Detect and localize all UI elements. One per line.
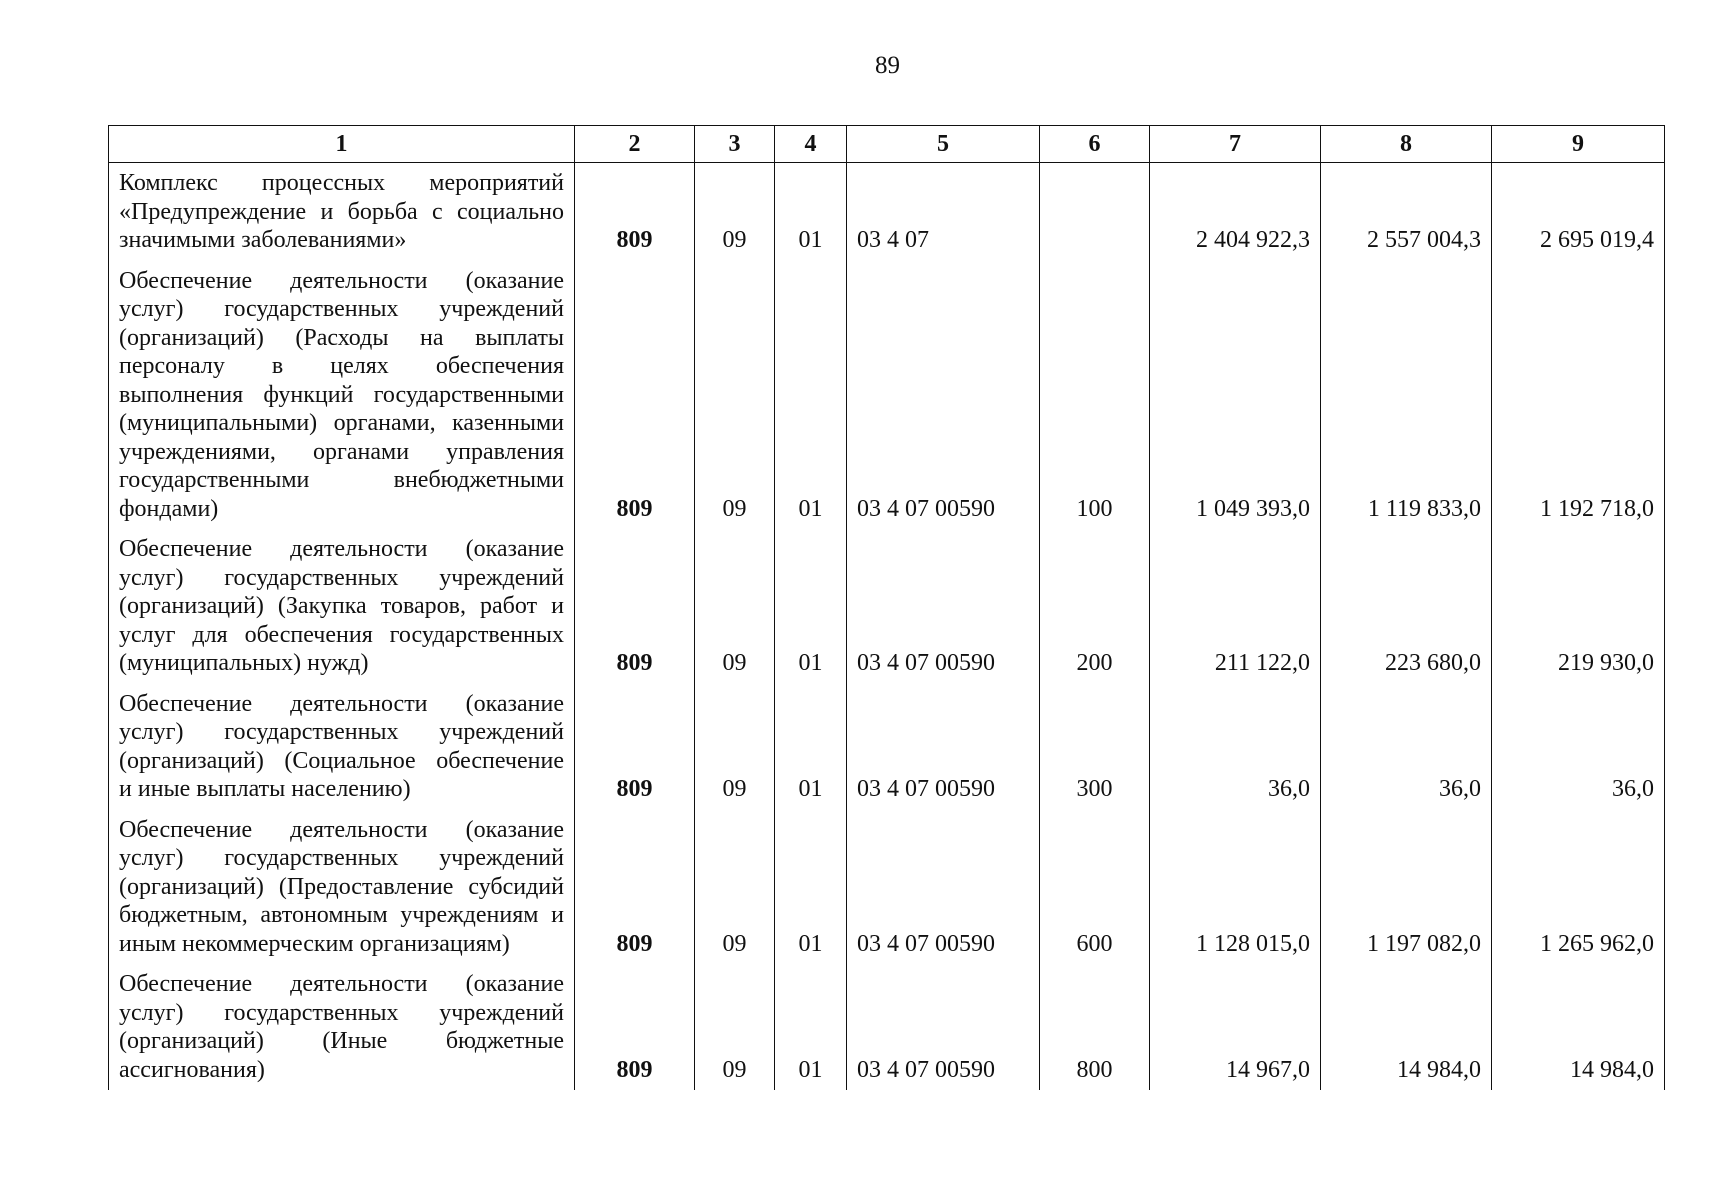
description-line: значимыми заболеваниями» — [119, 227, 407, 253]
section-code: 09 — [695, 261, 775, 530]
amount-year-1: 1 128 015,0 — [1150, 810, 1321, 965]
description-line: государственными внебюджетными — [119, 467, 564, 493]
description-line: учреждениями, органами управления — [119, 438, 564, 465]
description-line: услуг) государственных учреждений — [119, 845, 564, 871]
amount-year-3: 1 192 718,0 — [1492, 261, 1665, 530]
column-header: 1 — [109, 126, 575, 163]
description-line: Комплекс процессных мероприятий — [119, 170, 564, 196]
description-line: (организаций) (Закупка товаров, работ и — [119, 593, 564, 619]
target-article-code: 03 4 07 00590 — [847, 964, 1040, 1090]
amount-year-3: 14 984,0 — [1492, 964, 1665, 1090]
amount-year-2: 1 119 833,0 — [1321, 261, 1492, 530]
amount-year-1: 1 049 393,0 — [1150, 261, 1321, 530]
table-row — [109, 684, 1665, 810]
header-row — [109, 126, 1665, 163]
description-line: «Предупреждение и борьба с социально — [119, 198, 564, 225]
amount-year-3: 2 695 019,4 — [1492, 163, 1665, 261]
row-description — [109, 810, 575, 965]
description-line: услуг) государственных учреждений — [119, 719, 564, 745]
ministry-code: 809 — [575, 684, 695, 810]
target-article-code: 03 4 07 00590 — [847, 261, 1040, 530]
target-article-code: 03 4 07 00590 — [847, 810, 1040, 965]
description-line: (организаций) (Предоставление субсидий — [119, 873, 564, 900]
description-line: иным некоммерческим организациям) — [119, 930, 510, 957]
subsection-code: 01 — [775, 261, 847, 530]
description-line: (организаций) (Социальное обеспечение — [119, 747, 564, 774]
ministry-code: 809 — [575, 529, 695, 684]
row-description — [109, 163, 575, 261]
row-description — [109, 529, 575, 684]
amount-year-1: 211 122,0 — [1150, 529, 1321, 684]
target-article-code: 03 4 07 00590 — [847, 684, 1040, 810]
column-header: 2 — [575, 126, 695, 163]
expense-type-code: 600 — [1040, 810, 1150, 965]
description-line: фондами) — [119, 495, 219, 522]
column-header: 8 — [1321, 126, 1492, 163]
table-row — [109, 964, 1665, 1090]
description-line: (организаций) (Расходы на выплаты — [119, 324, 564, 351]
subsection-code: 01 — [775, 810, 847, 965]
row-description — [109, 261, 575, 530]
amount-year-3: 1 265 962,0 — [1492, 810, 1665, 965]
amount-year-2: 1 197 082,0 — [1321, 810, 1492, 965]
amount-year-3: 219 930,0 — [1492, 529, 1665, 684]
page-number: 89 — [875, 52, 900, 79]
column-header: 5 — [847, 126, 1040, 163]
amount-year-2: 2 557 004,3 — [1321, 163, 1492, 261]
target-article-code: 03 4 07 — [847, 163, 1040, 261]
description-line: персоналу в целях обеспечения — [119, 353, 564, 379]
amount-year-1: 2 404 922,3 — [1150, 163, 1321, 261]
description-line: (муниципальными) органами, казенными — [119, 410, 564, 436]
amount-year-2: 36,0 — [1321, 684, 1492, 810]
subsection-code: 01 — [775, 964, 847, 1090]
description-line: Обеспечение деятельности (оказание — [119, 816, 564, 843]
column-header: 6 — [1040, 126, 1150, 163]
description-line: услуг) государственных учреждений — [119, 296, 564, 322]
description-line: (организаций) (Иные бюджетные — [119, 1028, 564, 1054]
description-line: услуг) государственных учреждений — [119, 564, 564, 591]
column-header: 3 — [695, 126, 775, 163]
section-code: 09 — [695, 529, 775, 684]
column-header: 4 — [775, 126, 847, 163]
table-row — [109, 529, 1665, 684]
expense-type-code: 200 — [1040, 529, 1150, 684]
ministry-code: 809 — [575, 964, 695, 1090]
ministry-code: 809 — [575, 810, 695, 965]
description-line: ассигнования) — [119, 1056, 265, 1083]
expense-type-code: 800 — [1040, 964, 1150, 1090]
section-code: 09 — [695, 964, 775, 1090]
section-code: 09 — [695, 810, 775, 965]
column-header: 9 — [1492, 126, 1665, 163]
amount-year-1: 36,0 — [1150, 684, 1321, 810]
description-line: услуг для обеспечения государственных — [119, 621, 564, 648]
ministry-code: 809 — [575, 163, 695, 261]
description-line: бюджетным, автономным учреждениям и — [119, 902, 564, 928]
table-row — [109, 810, 1665, 965]
expense-type-code: 300 — [1040, 684, 1150, 810]
row-description — [109, 684, 575, 810]
subsection-code: 01 — [775, 529, 847, 684]
description-line: Обеспечение деятельности (оказание — [119, 971, 564, 997]
description-line: Обеспечение деятельности (оказание — [119, 690, 564, 717]
table-row — [109, 261, 1665, 530]
description-line: Обеспечение деятельности (оказание — [119, 536, 564, 562]
budget-table — [108, 125, 1665, 1090]
subsection-code: 01 — [775, 163, 847, 261]
amount-year-3: 36,0 — [1492, 684, 1665, 810]
row-description — [109, 964, 575, 1090]
description-line: (муниципальных) нужд) — [119, 650, 369, 676]
description-line: выполнения функций государственными — [119, 381, 564, 408]
amount-year-1: 14 967,0 — [1150, 964, 1321, 1090]
description-line: Обеспечение деятельности (оказание — [119, 267, 564, 294]
column-header: 7 — [1150, 126, 1321, 163]
description-line: и иные выплаты населению) — [119, 776, 411, 802]
expense-type-code — [1040, 163, 1150, 261]
subsection-code: 01 — [775, 684, 847, 810]
table-row — [109, 163, 1665, 261]
expense-type-code: 100 — [1040, 261, 1150, 530]
section-code: 09 — [695, 684, 775, 810]
target-article-code: 03 4 07 00590 — [847, 529, 1040, 684]
ministry-code: 809 — [575, 261, 695, 530]
amount-year-2: 223 680,0 — [1321, 529, 1492, 684]
description-line: услуг) государственных учреждений — [119, 999, 564, 1026]
section-code: 09 — [695, 163, 775, 261]
amount-year-2: 14 984,0 — [1321, 964, 1492, 1090]
